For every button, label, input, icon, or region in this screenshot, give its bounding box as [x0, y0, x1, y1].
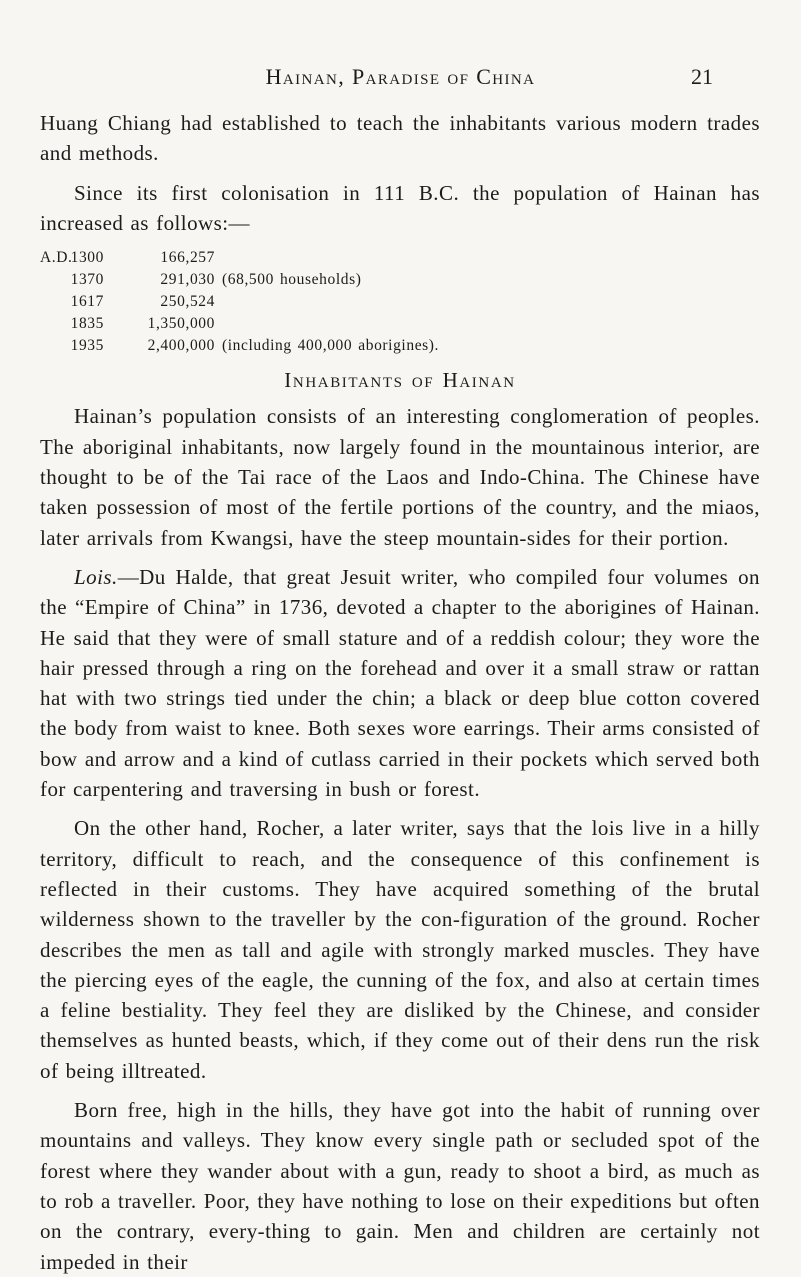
paragraph-6: Born free, high in the hills, they have got into the habit of running over mountains and valleys. They know every single path or secluded spot of the forest where they wander about with a gun, ready to shoot a bird, as much as to rob a traveller. Poor, they have nothing to lose on their expeditions but often on the contrary, every-thing to gain. Men and children are certainly not impeded in their: [40, 1098, 760, 1274]
population-cell: 1,350,000: [147, 315, 215, 333]
population-cell: 291,030: [160, 271, 215, 289]
era-spacer: [40, 269, 68, 291]
era-spacer: [40, 291, 68, 313]
population-cell: 250,524: [160, 293, 215, 311]
paragraph-4: [40, 562, 760, 804]
note-cell: [215, 247, 222, 269]
page-number: 21: [691, 64, 713, 89]
running-title: Hainan, Paradise of China: [265, 64, 536, 89]
population-table: [40, 247, 760, 357]
paragraph-1: Huang Chiang had established to teach the inhabitants various modern trades and methods.: [40, 111, 760, 166]
paragraph-3: Hainan’s population consists of an interesting conglomeration of peoples. The aboriginal inhabitants, now largely found in the mountainous interior, are thought to be of the Tai race of the Laos and Indo-China. The Chinese have taken possession of most of the fertile portions of the country, and the miaos, later arrivals from Kwangsi, have the steep mountain-sides for their portion.: [40, 404, 760, 550]
era-label: A.D.: [40, 249, 73, 267]
year-cell: 1370: [70, 271, 104, 289]
paragraph-4-lead: Lois.: [74, 564, 118, 589]
paragraph-5: On the other hand, Rocher, a later writer, says that the lois live in a hilly territory, difficult to reach, and the consequence of this confinement is reflected in their customs. They have acquired something of the brutal wilderness shown to the traveller by the con-figuration of the ground. Rocher describes the men as tall and agile with strongly marked muscles. They have the piercing eyes of the eagle, the cunning of the fox, and also at certain times a feline bestiality. They feel they are disliked by the Chinese, and consider themselves as hunted beasts, which, if they come out of their dens run the risk of being illtreated.: [40, 816, 760, 1083]
year-cell: 1935: [70, 337, 104, 355]
year-cell: 1835: [70, 315, 104, 333]
note-cell: (including 400,000 aborigines).: [222, 337, 440, 355]
population-cell: 166,257: [160, 249, 215, 267]
population-cell: 2,400,000: [147, 337, 215, 355]
page-header: [0, 64, 801, 94]
paragraph-4-text: —Du Halde, that great Jesuit writer, who compiled four volumes on the “Empire of China” in 1736, devoted a chapter to the aborigines of Hainan. He said that they were of small stature and of a reddish colour; they wore the hair pressed through a ring on the forehead and over it a small straw or rattan hat with two strings tied under the chin; a black or deep blue cotton covered the body from waist to knee. Both sexes wore earrings. Their arms consisted of bow and arrow and a kind of cutlass carried in their pockets which served both for carpentering and traversing in bush or forest.: [40, 564, 760, 802]
era-spacer: [40, 313, 68, 335]
era-spacer: [40, 335, 68, 357]
paragraph-2: Since its first colonisation in 111 B.C. the population of Hainan has increased as follows:—: [40, 180, 760, 235]
year-cell: 1617: [70, 293, 104, 311]
note-cell: [215, 291, 222, 313]
table-row: [40, 313, 760, 335]
year-cell: 1300: [70, 249, 104, 267]
table-row: [40, 335, 760, 357]
table-row: [40, 269, 760, 291]
table-row: [40, 291, 760, 313]
note-cell: (68,500 households): [222, 271, 362, 289]
section-heading: Inhabitants of Hainan: [284, 368, 516, 393]
note-cell: [215, 313, 222, 335]
body-text: [40, 108, 760, 1277]
table-row: [40, 247, 760, 269]
